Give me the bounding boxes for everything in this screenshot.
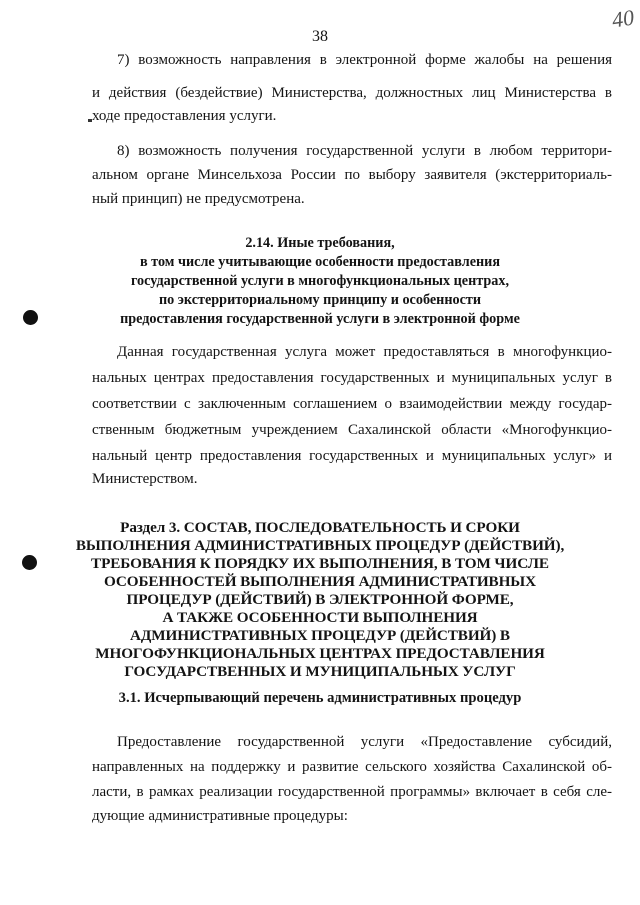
para-2-14-line-6: Министерством. [92, 471, 198, 487]
handwritten-page-mark: 40 [610, 4, 636, 33]
heading-section-3-line-7: АДМИНИСТРАТИВНЫХ ПРОЦЕДУР (ДЕЙСТВИЙ) В [130, 627, 510, 644]
para-2-14-line-4: ственным бюджетным учреждением Сахалинской области «Многофункцио- [92, 422, 612, 438]
heading-3-1: 3.1. Исчерпывающий перечень административных процедур [118, 690, 522, 706]
item7-line-2: и действия (бездействие) Министерства, должностных лиц Министерства в [92, 85, 612, 101]
heading-section-3-line-1: Раздел 3. СОСТАВ, ПОСЛЕДОВАТЕЛЬНОСТЬ И СРОКИ [120, 519, 520, 536]
para-2-14-line-5: нальный центр предоставления государственных и муниципальных услуг» и [92, 448, 612, 464]
page-number: 38 [312, 28, 328, 45]
item8-line-1: 8) возможность получения государственной услуги в любом территори- [117, 143, 612, 159]
item8-line-2: альном органе Минсельхоза России по выбору заявителя (экстерриториаль- [92, 167, 612, 183]
heading-2-14-line-1: 2.14. Иные требования, [245, 235, 395, 251]
hole-punch-mark [23, 310, 38, 325]
item7-line-1: 7) возможность направления в электронной форме жалобы на решения [117, 52, 612, 68]
para-2-14-line-2: нальных центрах предоставления государственных и муниципальных услуг в [92, 370, 612, 386]
para-2-14-line-1: Данная государственная услуга может предоставляться в многофункцио- [117, 344, 612, 360]
heading-section-3-line-8: МНОГОФУНКЦИОНАЛЬНЫХ ЦЕНТРАХ ПРЕДОСТАВЛЕНИЯ [95, 645, 545, 662]
heading-section-3-line-2: ВЫПОЛНЕНИЯ АДМИНИСТРАТИВНЫХ ПРОЦЕДУР (ДЕЙСТВИЙ), [75, 537, 565, 554]
para-3-1-line-1: Предоставление государственной услуги «Предоставление субсидий, [117, 734, 612, 750]
para-2-14-line-3: соответствии с заключенным соглашением о взаимодействии между государ- [92, 396, 612, 412]
heading-2-14-line-2: в том числе учитывающие особенности предоставления [139, 254, 501, 270]
para-3-1-line-2: направленных на поддержку и развитие сельского хозяйства Сахалинской об- [92, 759, 612, 775]
heading-2-14-line-5: предоставления государственной услуги в электронной форме [120, 311, 520, 327]
heading-section-3-line-3: ТРЕБОВАНИЯ К ПОРЯДКУ ИХ ВЫПОЛНЕНИЯ, В ТОМ ЧИСЛЕ [91, 555, 549, 572]
heading-section-3-line-4: ОСОБЕННОСТЕЙ ВЫПОЛНЕНИЯ АДМИНИСТРАТИВНЫХ [103, 573, 536, 590]
item8-line-3: ный принцип) не предусмотрена. [92, 191, 305, 207]
heading-section-3-line-9: ГОСУДАРСТВЕННЫХ И МУНИЦИПАЛЬНЫХ УСЛУГ [124, 663, 516, 680]
heading-section-3-line-5: ПРОЦЕДУР (ДЕЙСТВИЙ) В ЭЛЕКТРОННОЙ ФОРМЕ, [126, 591, 514, 608]
para-3-1-line-3: ласти, в рамках реализации государственной программы» включает в себя сле- [92, 784, 612, 800]
para-3-1-line-4: дующие административные процедуры: [92, 808, 348, 824]
item7-line-3: ходе предоставления услуги. [92, 108, 277, 124]
heading-section-3-line-6: А ТАКЖЕ ОСОБЕННОСТИ ВЫПОЛНЕНИЯ [162, 609, 478, 626]
heading-2-14-line-3: государственной услуги в многофункциональных центрах, [130, 273, 510, 289]
margin-tick-mark [88, 119, 92, 122]
hole-punch-mark [22, 555, 37, 570]
heading-2-14-line-4: по экстерриториальному принципу и особенности [158, 292, 482, 308]
